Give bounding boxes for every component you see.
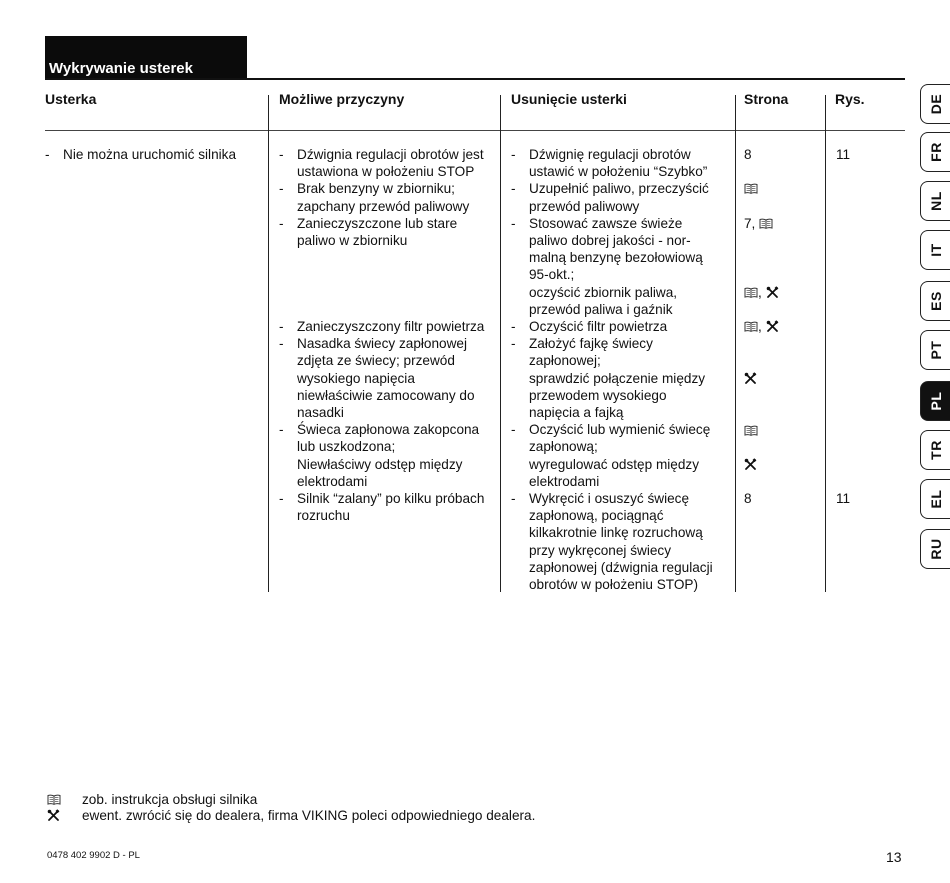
tab-de[interactable]: DE: [920, 84, 950, 124]
page-ref-6: [744, 422, 758, 439]
book-icon: [744, 287, 758, 298]
book-icon: [744, 425, 758, 436]
title-rule: [45, 78, 905, 80]
column-divider: [268, 95, 269, 592]
remedy-item: - Oczyścić filtr powietrza: [511, 319, 668, 335]
tab-fr[interactable]: FR: [920, 132, 950, 172]
remedy-item: - Dźwignię regulacji obrotów ustawić w położeniu “Szybko”: [511, 147, 708, 180]
page-ref-6b: [744, 456, 757, 473]
causes-cell: [279, 146, 499, 524]
wrench-screwdriver-icon: [744, 458, 757, 471]
page-ref-7: 8: [744, 491, 752, 506]
tab-nl[interactable]: NL: [920, 181, 950, 221]
column-divider: [500, 95, 501, 592]
remedy-item: - Założyć fajkę świecy zapłonowej; sprawdzić połączenie między przewodem wysokiego napięcia a fajką: [511, 336, 706, 421]
section-title: Wykrywanie usterek: [49, 60, 193, 77]
cause-item: - Brak benzyny w zbiorniku; zapchany przewód paliwowy: [279, 181, 470, 214]
wrench-screwdriver-icon: [744, 372, 757, 385]
book-icon: [744, 183, 758, 194]
document-code: 0478 402 9902 D - PL: [47, 850, 140, 861]
figure-ref-1: 11: [836, 147, 851, 162]
fault-cell: [45, 146, 265, 163]
legend-book: [47, 792, 258, 807]
remedy-item: - Uzupełnić paliwo, przeczyścić przewód paliwowy: [511, 181, 709, 214]
page-ref-5: [744, 370, 757, 387]
page-ref-1: 8: [744, 147, 752, 162]
tab-ru[interactable]: RU: [920, 529, 950, 569]
cause-item: - Zanieczyszczone lub stare paliwo w zbiorniku: [279, 215, 458, 249]
header-rule: [45, 130, 905, 131]
page-number: 13: [886, 849, 902, 865]
cause-item: - Dźwignia regulacji obrotów jest ustawiona w położeniu STOP: [279, 147, 484, 180]
remedy-item: - Wykręcić i osuszyć świecę zapłonową, pociągnąć kilkakrotnie linkę rozruchową przy wykręconej świecy zapłonowej (dźwignia regulacji obrotów w położeniu STOP): [511, 491, 713, 593]
tab-it[interactable]: IT: [920, 230, 950, 270]
page-ref-2: [744, 180, 758, 197]
wrench-screwdriver-icon: [766, 320, 779, 333]
tab-pl[interactable]: PL: [920, 381, 950, 421]
cause-item: - Świeca zapłonowa zakopcona lub uszkodzona; Niewłaściwy odstęp między elektrodami: [279, 422, 480, 489]
section-title-box: [45, 36, 247, 79]
book-icon: [744, 321, 758, 332]
cause-item: - Zanieczyszczony filtr powietrza: [279, 319, 485, 335]
wrench-screwdriver-icon: [47, 809, 60, 822]
book-icon: [759, 218, 773, 229]
legend-tool-text: ewent. zwrócić się do dealera, firma VIKING poleci odpowiedniego dealera.: [82, 808, 536, 823]
legend-tool: [47, 808, 536, 823]
book-icon: [47, 794, 61, 805]
header-figure: Rys.: [835, 91, 865, 107]
page-ref-4: ,: [744, 318, 779, 335]
tab-pt[interactable]: PT: [920, 330, 950, 370]
cause-item: - Nasadka świecy zapłonowej zdjęta ze świecy; przewód wysokiego napięcia niewłaściwie zamocowany do nasadki: [279, 336, 475, 421]
header-remedy: Usunięcie usterki: [511, 91, 627, 107]
wrench-screwdriver-icon: [766, 286, 779, 299]
figure-ref-7: 11: [836, 491, 851, 506]
header-page: Strona: [744, 91, 789, 107]
column-divider: [825, 95, 826, 592]
remedy-item: - Oczyścić lub wymienić świecę zapłonową; wyregulować odstęp między elektrodami: [511, 422, 711, 489]
header-causes: Możliwe przyczyny: [279, 91, 405, 107]
fault-text: Nie można uruchomić silnika: [63, 147, 237, 162]
legend-book-text: zob. instrukcja obsługi silnika: [82, 792, 258, 807]
column-divider: [735, 95, 736, 592]
page-ref-3: 7,: [744, 215, 773, 232]
cause-item: - Silnik “zalany” po kilku próbach rozruchu: [279, 491, 485, 524]
tab-es[interactable]: ES: [920, 281, 950, 321]
remedy-item: - Stosować zawsze świeże paliwo dobrej jakości - nor- malną benzynę bezołowiową 95-okt.; oczyścić zbiornik paliwa, przewód paliwa i gaźnik: [511, 215, 703, 317]
header-fault: Usterka: [45, 91, 97, 107]
remedy-cell: [511, 146, 733, 593]
tab-tr[interactable]: TR: [920, 430, 950, 470]
page-ref-3b: ,: [744, 284, 779, 301]
tab-el[interactable]: EL: [920, 479, 950, 519]
fault-item: - Nie można uruchomić silnika: [45, 147, 237, 162]
